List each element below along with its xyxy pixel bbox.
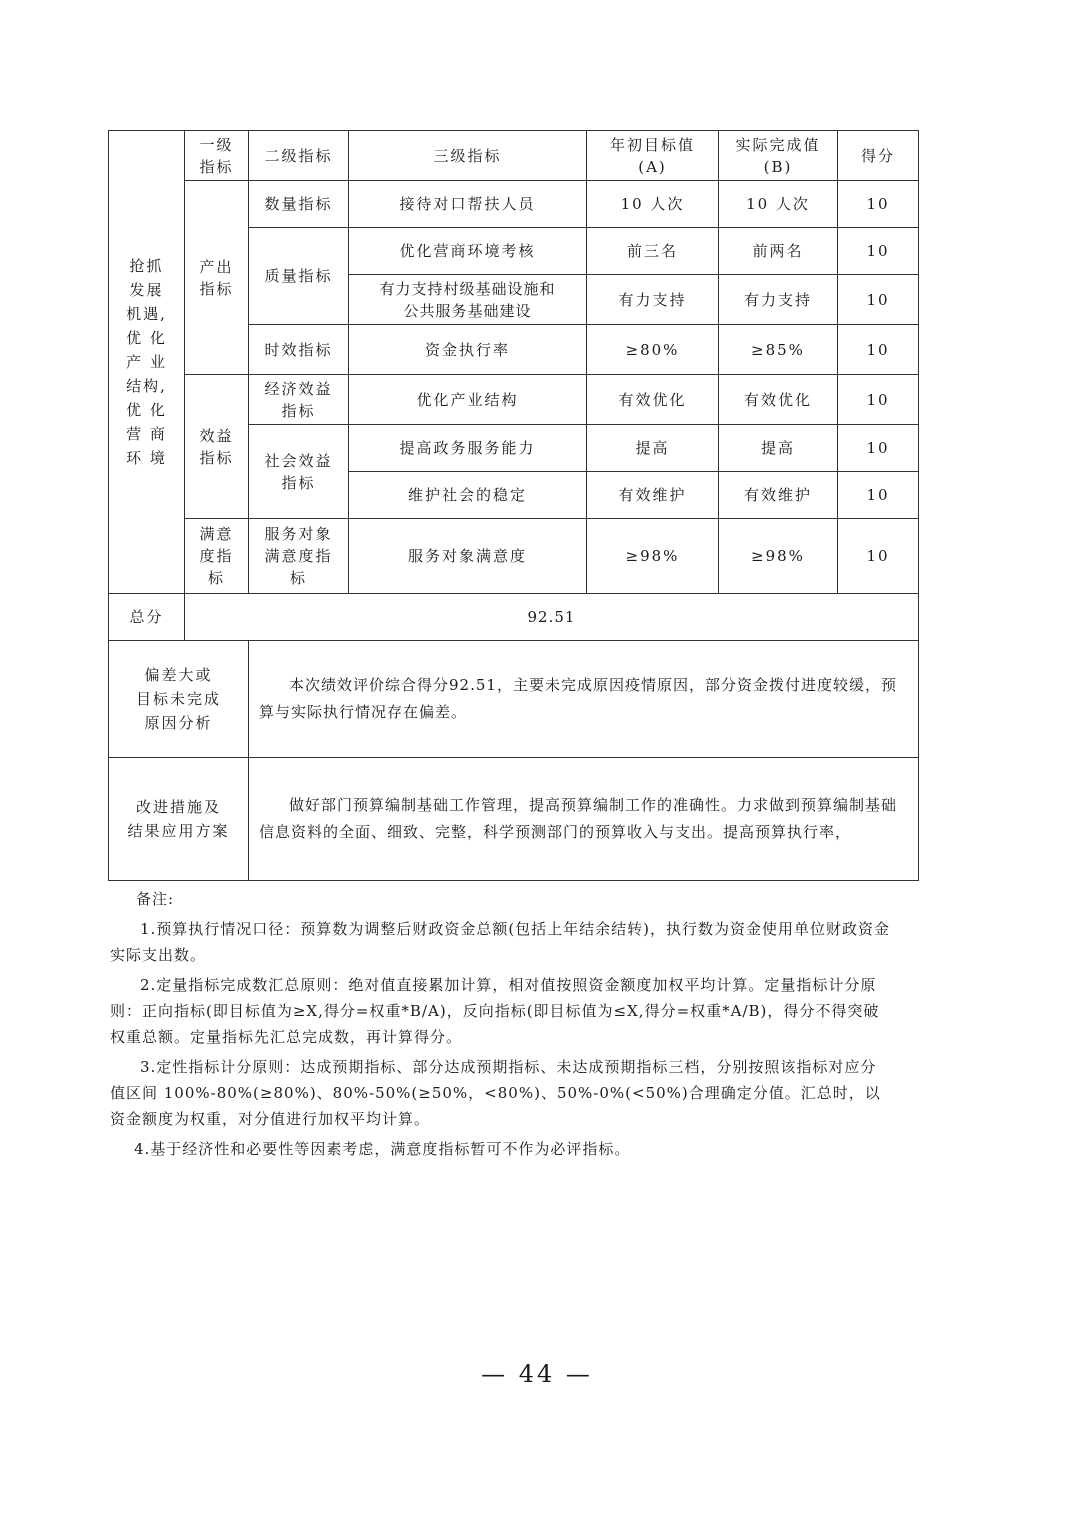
group-satisfaction: 满意 度指 标 (185, 519, 249, 594)
indicator-cell: 维护社会的稳定 (349, 472, 587, 519)
notes-title: 备注: (136, 890, 175, 908)
note-item: 4.基于经济性和必要性等因素考虑，满意度指标暂可不作为必评指标。 (134, 1140, 631, 1158)
actual-cell: 有力支持 (719, 275, 838, 325)
target-cell: 有力支持 (587, 275, 719, 325)
performance-table (108, 130, 919, 881)
actual-cell: ≥98% (719, 519, 838, 594)
subgroup-service: 服务对象 满意度指 标 (249, 519, 349, 594)
score-cell: 10 (838, 425, 919, 472)
header-target: 年初目标值 (A) (587, 131, 719, 181)
actual-cell: 有效优化 (719, 375, 838, 425)
note-item: 3.定性指标计分原则：达成预期指标、部分达成预期指标、未达成预期指标三档，分别按照该指标对应分值区间 100%-80%(≥80%)、80%-50%(≥50%，<80%)、50%-0%(<50%)合理确定分值。汇总时，以资金额度为权重，对分值进行加权平均计算。 (110, 1058, 881, 1128)
actual-cell: 前两名 (719, 228, 838, 275)
page-number: — 44 — (481, 1360, 593, 1388)
score-cell: 10 (838, 325, 919, 375)
group-benefit: 效益 指标 (185, 375, 249, 519)
table-row (109, 181, 919, 228)
score-cell: 10 (838, 275, 919, 325)
header-level1: 一级 指标 (185, 131, 249, 181)
notes-section (110, 886, 892, 1166)
total-label: 总分 (109, 594, 185, 641)
indicator-cell: 服务对象满意度 (349, 519, 587, 594)
indicator-cell: 优化营商环境考核 (349, 228, 587, 275)
subgroup-quality: 质量指标 (249, 228, 349, 325)
score-cell: 10 (838, 228, 919, 275)
total-value: 92.51 (185, 594, 919, 641)
note-item: 2.定量指标完成数汇总原则：绝对值直接累加计算，相对值按照资金额度加权平均计算。定量指标计分原则：正向指标(即目标值为≥X,得分=权重*B/A)，反向指标(即目标值为≤X,得分=权重*A/B)，得分不得突破权重总额。定量指标先汇总完成数，再计算得分。 (110, 976, 880, 1046)
target-cell: 提高 (587, 425, 719, 472)
goal-cell: 抢抓 发展 机遇, 优 化 产 业 结构, 优 化 营 商 环 境 (109, 131, 185, 594)
actual-cell: ≥85% (719, 325, 838, 375)
indicator-cell: 提高政务服务能力 (349, 425, 587, 472)
subgroup-quantity: 数量指标 (249, 181, 349, 228)
subgroup-economic: 经济效益 指标 (249, 375, 349, 425)
group-output: 产出 指标 (185, 181, 249, 375)
deviation-row (109, 641, 919, 758)
score-cell: 10 (838, 375, 919, 425)
header-level2: 二级指标 (249, 131, 349, 181)
score-cell: 10 (838, 181, 919, 228)
deviation-text: 本次绩效评价综合得分92.51，主要未完成原因疫情原因，部分资金拨付进度较缓，预算与实际执行情况存在偏差。 (249, 641, 919, 758)
table-row (109, 375, 919, 425)
score-cell: 10 (838, 472, 919, 519)
actual-cell: 有效维护 (719, 472, 838, 519)
indicator-cell: 资金执行率 (349, 325, 587, 375)
improve-text: 做好部门预算编制基础工作管理，提高预算编制工作的准确性。力求做到预算编制基础信息资料的全面、细致、完整，科学预测部门的预算收入与支出。提高预算执行率， (249, 758, 919, 881)
indicator-cell: 接待对口帮扶人员 (349, 181, 587, 228)
header-score: 得分 (838, 131, 919, 181)
header-level3: 三级指标 (349, 131, 587, 181)
score-cell: 10 (838, 519, 919, 594)
target-cell: ≥80% (587, 325, 719, 375)
indicator-cell: 优化产业结构 (349, 375, 587, 425)
indicator-cell: 有力支持村级基础设施和 公共服务基础建设 (349, 275, 587, 325)
target-cell: 前三名 (587, 228, 719, 275)
table-row (109, 519, 919, 594)
improve-label: 改进措施及 结果应用方案 (109, 758, 249, 881)
subgroup-social: 社会效益 指标 (249, 425, 349, 519)
actual-cell: 提高 (719, 425, 838, 472)
target-cell: 有效优化 (587, 375, 719, 425)
table-header-row (109, 131, 919, 181)
target-cell: 有效维护 (587, 472, 719, 519)
subgroup-timeliness: 时效指标 (249, 325, 349, 375)
header-actual: 实际完成值 (B) (719, 131, 838, 181)
actual-cell: 10 人次 (719, 181, 838, 228)
total-row (109, 594, 919, 641)
deviation-label: 偏差大或 目标未完成 原因分析 (109, 641, 249, 758)
target-cell: 10 人次 (587, 181, 719, 228)
note-item: 1.预算执行情况口径：预算数为调整后财政资金总额(包括上年结余结转)，执行数为资金使用单位财政资金实际支出数。 (110, 920, 891, 964)
target-cell: ≥98% (587, 519, 719, 594)
improve-row (109, 758, 919, 881)
